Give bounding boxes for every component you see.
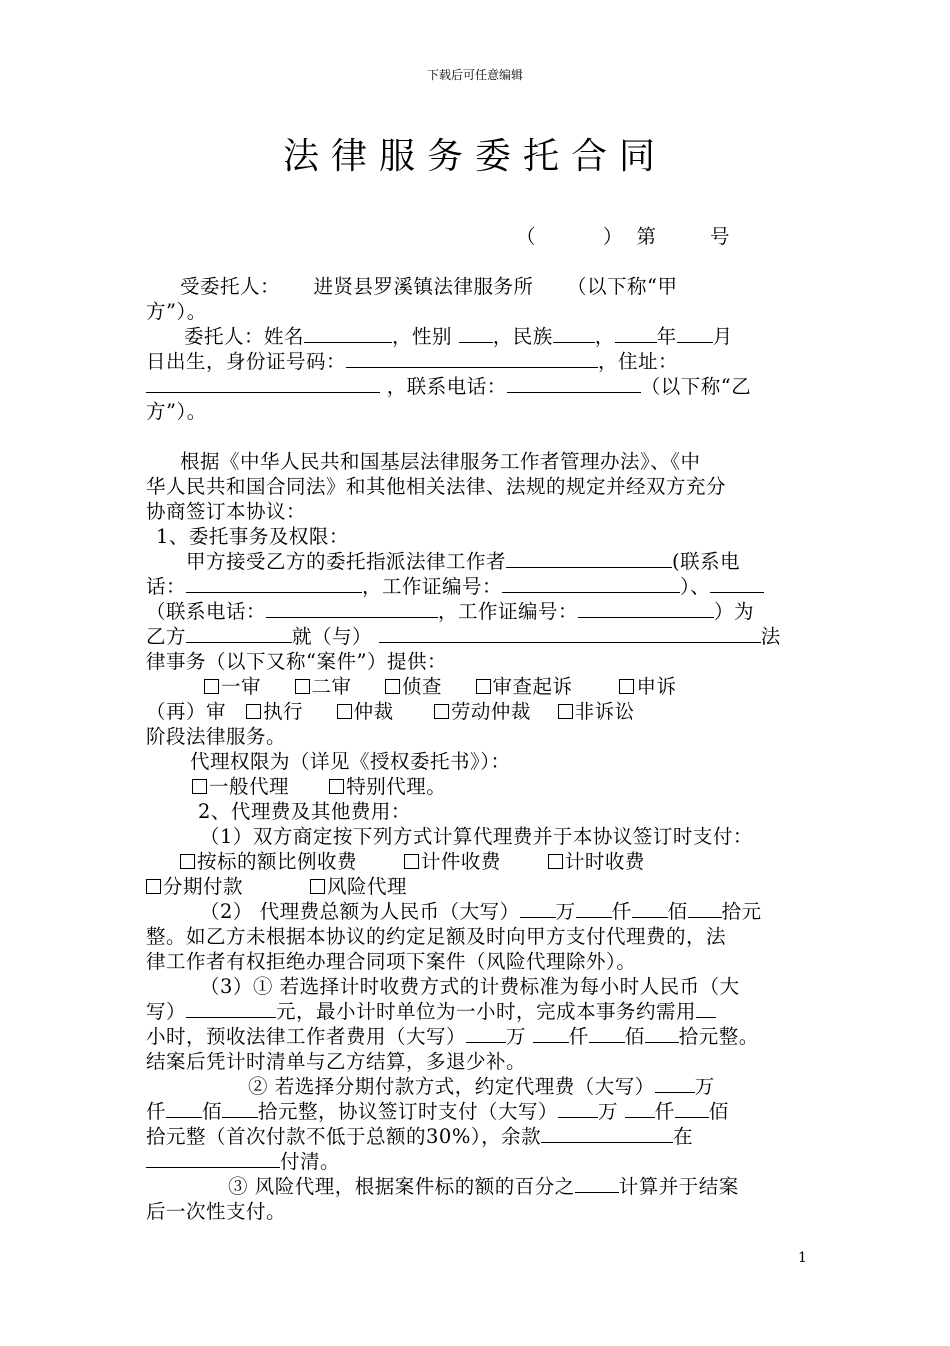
opt-second-instance[interactable]: 二审 xyxy=(295,675,352,698)
first-pay-bai-field[interactable] xyxy=(675,1099,709,1118)
trustee-line-1 xyxy=(180,274,678,299)
opt-review-prosecution[interactable]: 审查起诉 xyxy=(476,675,573,698)
with-label: 就（与） xyxy=(292,625,373,648)
address-label: ，住址： xyxy=(598,350,679,373)
s2-p5-line-2: 后一次性支付。 xyxy=(146,1200,287,1223)
section2-heading: 2、代理费及其他费用： xyxy=(198,800,411,823)
installment-qian-field[interactable] xyxy=(166,1099,202,1118)
s1-phone-prefix: (联系电 xyxy=(672,550,741,573)
checkbox[interactable] xyxy=(180,854,195,869)
gender-label: ，性别 xyxy=(392,325,453,348)
s2-p1: （1）双方商定按下列方式计算代理费并于本协议签订时支付： xyxy=(200,825,753,848)
contingency-percent-field[interactable] xyxy=(575,1174,619,1193)
trustee-alias: （以下称“甲 xyxy=(567,275,678,298)
retrial-label: （再）审 xyxy=(146,700,227,723)
hours-needed-field[interactable] xyxy=(696,999,716,1018)
checkbox[interactable] xyxy=(476,679,491,694)
s1-line-1 xyxy=(186,549,740,574)
opt-non-litigation[interactable]: 非诉讼 xyxy=(558,700,635,723)
phone-field[interactable] xyxy=(507,374,641,393)
hourly-rate-field[interactable] xyxy=(186,999,276,1018)
prepay-bai-field[interactable] xyxy=(589,1024,625,1043)
stage-options-row-2 xyxy=(146,699,635,724)
party-b-field[interactable] xyxy=(186,624,292,643)
page-number: 1 xyxy=(798,1250,807,1266)
preamble-line-2: 华人民共和国合同法》和其他相关法律、法规的规定并经双方充分 xyxy=(146,475,727,498)
gender-field[interactable] xyxy=(459,324,493,343)
checkbox[interactable] xyxy=(558,704,573,719)
contract-number-line xyxy=(516,224,730,249)
checkbox[interactable] xyxy=(192,779,207,794)
contract-title: 法律服务委托合同 xyxy=(282,136,667,177)
s1-phone-suffix: 话： xyxy=(146,575,187,598)
preamble-line-1: 根据《中华人民共和国基层法律服务工作者管理办法》、《中 xyxy=(180,450,701,473)
s2-p4-line-1: ② 若选择分期付款方式，约定代理费（大写） 万 xyxy=(248,1075,715,1098)
trustee-line-2: 方”）。 xyxy=(146,300,207,323)
fee-bai-field[interactable] xyxy=(632,899,668,918)
opt-investigation[interactable]: 侦查 xyxy=(385,675,442,698)
id-label: 日出生，身份证号码： xyxy=(146,350,347,373)
fee-options-row-2 xyxy=(146,874,407,899)
checkbox[interactable] xyxy=(146,879,161,894)
law-label: 法 xyxy=(760,625,781,648)
phone-label: ，联系电话： xyxy=(386,375,507,398)
checkbox[interactable] xyxy=(310,879,325,894)
s1-phone2-label: （联系电话： xyxy=(146,600,267,623)
fee-shi-field[interactable] xyxy=(688,899,722,918)
s1-line-2 xyxy=(146,574,764,599)
opt-by-amount[interactable]: 按标的额比例收费 xyxy=(180,850,357,873)
s1-for-label: ）为 xyxy=(714,600,755,623)
address-field[interactable] xyxy=(146,374,380,393)
checkbox[interactable] xyxy=(337,704,352,719)
s2-p2-line-1: （2） 代理费总额为人民币（大写） 万 仟 佰 拾元 xyxy=(200,900,762,923)
checkbox[interactable] xyxy=(619,679,634,694)
birth-year-field[interactable] xyxy=(615,324,657,343)
worker1-cert-field[interactable] xyxy=(502,574,680,593)
s1-assign-text: 甲方接受乙方的委托指派法律工作者 xyxy=(186,550,507,573)
s2-p3-line-2: 写） 元，最小计时单位为一小时，完成本事务约需用 xyxy=(146,999,716,1024)
s2-p3-line-1: （3）① 若选择计时收费方式的计费标准为每小时人民币（大 xyxy=(200,975,740,998)
client-name-field[interactable] xyxy=(304,324,392,343)
checkbox[interactable] xyxy=(404,854,419,869)
balance-date-field[interactable] xyxy=(146,1149,280,1168)
checkbox[interactable] xyxy=(329,779,344,794)
installment-wan-field[interactable] xyxy=(655,1074,695,1093)
worker1-phone-field[interactable] xyxy=(186,574,362,593)
opt-per-case[interactable]: 计件收费 xyxy=(404,850,501,873)
s2-p4-line-4: 付清。 xyxy=(146,1149,340,1174)
checkbox[interactable] xyxy=(385,679,400,694)
s1-sep: ）、 xyxy=(680,575,711,598)
opt-labor-arbitration[interactable]: 劳动仲裁 xyxy=(434,700,531,723)
ethnicity-label: ，民族 xyxy=(492,325,553,348)
birth-month-field[interactable] xyxy=(677,324,713,343)
paren-close: ） xyxy=(603,225,624,248)
worker2-cert-field[interactable] xyxy=(578,599,714,618)
id-number-field[interactable] xyxy=(346,349,598,368)
s2-p4-line-2: 仟 佰 拾元整，协议签订时支付（大写） 万 仟 佰 xyxy=(146,1100,729,1123)
opt-execution[interactable]: 执行 xyxy=(246,700,303,723)
header-note: 下载后可任意编辑 xyxy=(426,68,523,82)
client-line-4: 方”）。 xyxy=(146,400,207,423)
preamble-line-3: 协商签订本协议： xyxy=(146,500,307,523)
s2-p3-line-4: 结案后凭计时清单与乙方结算，多退少补。 xyxy=(146,1050,527,1073)
checkbox[interactable] xyxy=(204,679,219,694)
hao-label: 号 xyxy=(710,225,731,248)
installment-bai-field[interactable] xyxy=(222,1099,258,1118)
authority-line: 代理权限为（详见《授权委托书》）： xyxy=(190,750,511,773)
comma: ， xyxy=(594,325,615,348)
worker2-phone-field[interactable] xyxy=(266,599,438,618)
s1-line-4 xyxy=(146,624,781,649)
fee-wan-field[interactable] xyxy=(520,899,556,918)
s1-cert-label: ，工作证编号： xyxy=(362,575,503,598)
first-pay-qian-field[interactable] xyxy=(625,1099,655,1118)
s2-p2-line-3: 律工作者有权拒绝办理合同项下案件（风险代理除外）。 xyxy=(146,950,637,973)
s2-p5-line-1: ③ 风险代理，根据案件标的额的百分之 计算并于结案 xyxy=(228,1175,739,1198)
paren-open: （ xyxy=(516,225,537,248)
opt-arbitration[interactable]: 仲裁 xyxy=(337,700,394,723)
stage-options-row-1 xyxy=(204,674,676,699)
s1-line-3 xyxy=(146,599,754,624)
client-line-2 xyxy=(146,349,678,374)
checkbox[interactable] xyxy=(295,679,310,694)
opt-hourly[interactable]: 计时收费 xyxy=(548,850,645,873)
checkbox[interactable] xyxy=(434,704,449,719)
opt-special-agency[interactable]: 特别代理。 xyxy=(329,775,446,798)
fee-options-row-1 xyxy=(180,849,645,874)
prepay-shi-field[interactable] xyxy=(645,1024,679,1043)
prepay-wan-field[interactable] xyxy=(466,1024,506,1043)
s1-line-5: 律事务（以下又称“案件”）提供： xyxy=(146,650,447,673)
balance-field[interactable] xyxy=(541,1124,673,1143)
s2-p2-line-2: 整。如乙方未根据本协议的约定足额及时向甲方支付代理费的，法 xyxy=(146,925,727,948)
opponent-field[interactable] xyxy=(379,624,761,643)
opt-general-agency[interactable]: 一般代理 xyxy=(192,775,289,798)
client-name-label: 委托人：姓名 xyxy=(184,325,305,348)
prepay-qian-field[interactable] xyxy=(533,1024,569,1043)
opt-appeal[interactable]: 申诉 xyxy=(619,675,676,698)
section1-heading: 1、委托事务及权限： xyxy=(156,525,349,548)
di-label: 第 xyxy=(636,225,657,248)
fee-qian-field[interactable] xyxy=(576,899,612,918)
client-line-1 xyxy=(184,324,733,349)
year-label: 年 xyxy=(656,325,677,348)
opt-installment[interactable]: 分期付款 xyxy=(146,875,243,898)
ethnicity-field[interactable] xyxy=(553,324,595,343)
total-fee-label: （2） 代理费总额为人民币（大写） xyxy=(200,900,520,923)
opt-first-instance[interactable]: 一审 xyxy=(204,675,261,698)
worker2-name-field[interactable] xyxy=(710,574,764,593)
s2-p4-line-3: 拾元整（首次付款不低于总额的30%），余款 在 xyxy=(146,1125,694,1148)
s1-line-8: 阶段法律服务。 xyxy=(146,725,287,748)
worker1-name-field[interactable] xyxy=(506,549,672,568)
month-label: 月 xyxy=(712,325,733,348)
client-line-3 xyxy=(146,374,751,399)
party-b-label: 乙方 xyxy=(146,625,187,648)
first-pay-wan-field[interactable] xyxy=(558,1099,598,1118)
trustee-label: 受委托人： xyxy=(180,275,281,298)
opt-contingency[interactable]: 风险代理 xyxy=(310,875,407,898)
checkbox[interactable] xyxy=(246,704,261,719)
checkbox[interactable] xyxy=(548,854,563,869)
s2-p3-line-3: 小时，预收法律工作者费用（大写） 万 仟 佰 拾元整。 xyxy=(146,1025,759,1048)
authority-options xyxy=(192,774,446,799)
client-alias: （以下称“乙 xyxy=(640,375,752,398)
s1-cert2-label: ，工作证编号： xyxy=(438,600,579,623)
trustee-name: 进贤县罗溪镇法律服务所 xyxy=(313,275,534,298)
